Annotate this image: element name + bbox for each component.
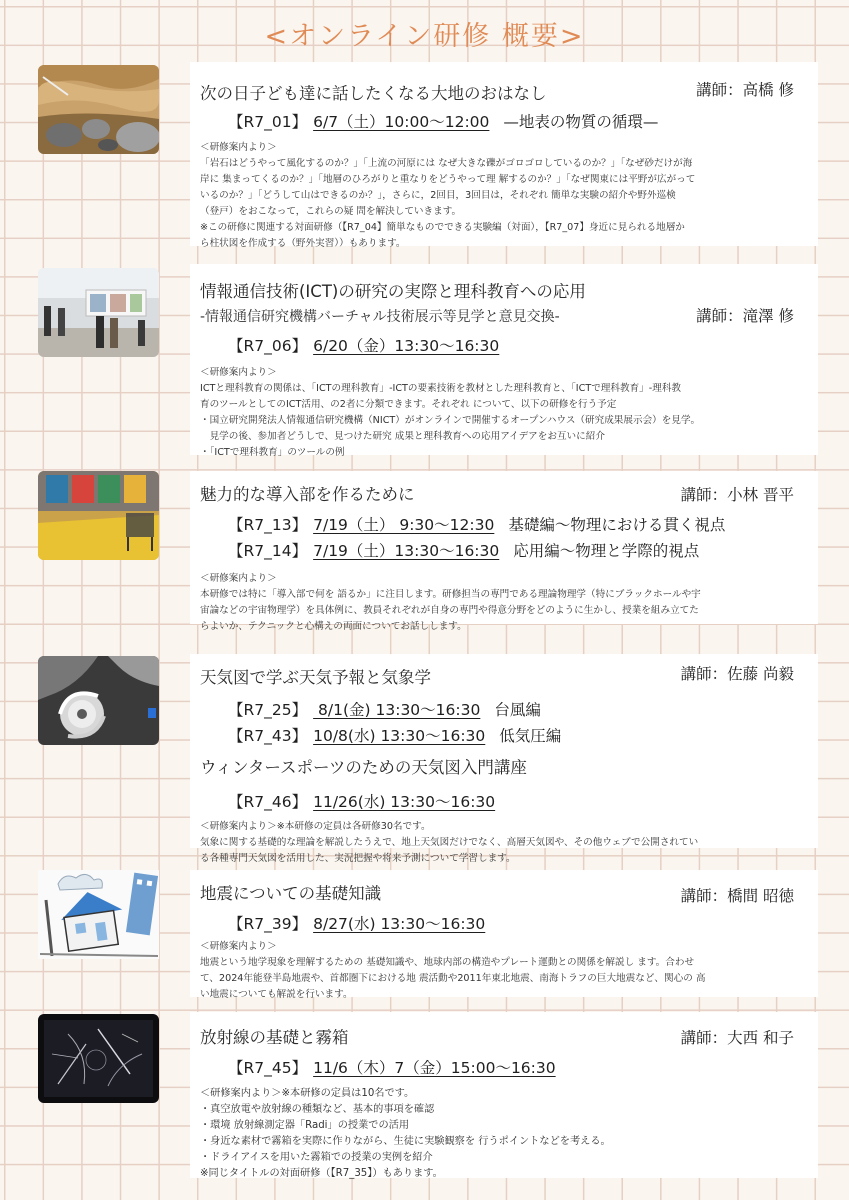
desc-line: ＜研修案内より＞ <box>200 367 277 378</box>
desc-line: ＜研修案内より＞※本研修の定員は各研修30名です。 <box>200 821 431 832</box>
desc-line: いるのか？」「どうして山はできるのか？」，さらに，2回目，3回目は，それぞれ 簡単な実験の紹介や野外巡検 <box>200 190 676 201</box>
course-description <box>200 939 810 1003</box>
lecturer: 講師：大西 和子 <box>680 1029 794 1047</box>
exhibition-hall-photo <box>38 268 159 357</box>
desc-line: ・国立研究開発法人情報通信研究機構（NICT）がオンラインで開催するオープンハウス（研究成果展示会）を見学。 <box>200 415 701 426</box>
session-code: 【R7_25】 <box>228 701 308 719</box>
session <box>228 539 810 561</box>
desc-line: ・ドライアイスを用いた霧箱での授業の実例を紹介 <box>200 1152 433 1163</box>
course-title: 天気図で学ぶ天気予報と気象学 <box>200 668 431 687</box>
course-description <box>200 140 810 252</box>
session-date: 11/6（木）7（金）15:00〜16:30 <box>313 1059 556 1077</box>
desc-line: ら柱状図を作成する（野外実習））もあります。 <box>200 238 406 249</box>
session-code: 【R7_46】 <box>228 793 308 811</box>
session <box>228 110 810 132</box>
lecturer: 講師：滝澤 修 <box>696 307 794 325</box>
session <box>228 912 810 934</box>
session-code: 【R7_45】 <box>228 1059 308 1077</box>
typhoon-satellite-photo <box>38 656 159 745</box>
course-title-2: ウィンタースポーツのための天気図入門講座 <box>200 758 527 777</box>
rock-strata-photo <box>38 65 159 154</box>
session-date: 10/8(水) 13:30〜16:30 <box>313 727 486 745</box>
desc-line: ・真空放電や放射線の種類など、基本的事項を確認 <box>200 1104 435 1115</box>
desc-line: ＜研修案内より＞ <box>200 941 277 952</box>
session-date: 7/19（土） 9:30〜12:30 <box>313 516 495 534</box>
desc-line: （登戸）をおこなって，これらの疑 問を解決していきます。 <box>200 206 462 217</box>
course-description <box>200 365 810 461</box>
desc-line: 気象に関する基礎的な理論を解説したうえで、地上天気図だけでなく、高層天気図や、その他ウェブで公開されてい <box>200 837 699 848</box>
session-date: 8/1(金) 13:30〜16:30 <box>313 701 481 719</box>
course-description <box>200 1086 810 1182</box>
session <box>228 513 810 535</box>
course-card-5 <box>190 870 818 1000</box>
course-description <box>200 819 810 867</box>
desc-line: ICTと理科教育の関係は、「ICTの理科教育」-ICTの要素技術を教材とした理科教育と、「ICTで理科教育」-理科教 <box>200 383 682 394</box>
page-title: <オンライン研修 概要> <box>264 21 585 52</box>
lecturer: 講師：橋間 昭徳 <box>680 887 794 905</box>
session-date: 8/27(水) 13:30〜16:30 <box>313 915 486 933</box>
desc-line: ＜研修案内より＞※本研修の定員は10名です。 <box>200 1088 415 1099</box>
session-code: 【R7_39】 <box>228 915 308 933</box>
session-date: 6/20（金）13:30〜16:30 <box>313 337 500 355</box>
course-card-4 <box>190 654 818 864</box>
course-card-1 <box>190 62 818 249</box>
session <box>228 698 810 720</box>
session-topic: 低気圧編 <box>499 727 562 745</box>
desc-line: ※同じタイトルの対面研修（【R7_35】）もあります。 <box>200 1168 443 1179</box>
session <box>228 724 810 746</box>
lecturer: 講師：高橋 修 <box>696 81 794 99</box>
course-title: 魅力的な導入部を作るために <box>200 485 415 504</box>
session-code: 【R7_01】 <box>228 113 308 131</box>
desc-line: ・「ICTで理科教育」のツールの例 <box>200 447 345 458</box>
desc-line: 岸に 集まってくるのか？」「地層のひろがりと重なりをどうやって理 解するのか？」「なぜ関東には平野が広がって <box>200 174 696 185</box>
session-code: 【R7_43】 <box>228 727 308 745</box>
session <box>228 1056 810 1078</box>
earthquake-house-illustration <box>38 870 159 959</box>
session-topic: —地表の物質の循環— <box>503 113 659 131</box>
session-topic: 台風編 <box>494 701 541 719</box>
desc-line: て、2024年能登半島地震や、首都圏下における地 震活動や2011年東北地震、南海トラフの巨大地震など、関心の 高 <box>200 973 706 984</box>
lecturer: 講師：小林 晋平 <box>680 486 794 504</box>
session-date: 7/19（土）13:30〜16:30 <box>313 542 500 560</box>
desc-line: らよいか、テクニックと心構えの両面についてお話しします。 <box>200 621 467 632</box>
session-date: 11/26(水) 13:30〜16:30 <box>313 793 496 811</box>
desc-line: ＜研修案内より＞ <box>200 142 277 153</box>
course-description <box>200 571 810 635</box>
desc-line: 見学の後、参加者どうしで、見つけた研究 成果と理科教育への応用アイデアをお互いに紹介 <box>200 431 605 442</box>
desc-line: 育のツールとしてのICT活用、の2者に分類できます。それぞれ について、以下の研修を行う予定 <box>200 399 617 410</box>
desc-line: 本研修では特に「導入部で何を 語るか」に注目します。研修担当の専門である理論物理学（特にブラックホールや宇 <box>200 589 701 600</box>
classroom-photo <box>38 471 159 560</box>
desc-line: 宙論などの宇宙物理学）を具体例に、教員それぞれが自身の専門や得意分野をどのように生かし、授業を組み立てた <box>200 605 699 616</box>
desc-line: ・環境 放射線測定器「Radi」の授業での活用 <box>200 1120 410 1131</box>
desc-line: 地震という地学現象を理解するための 基礎知識や、地球内部の構造やプレート運動との関係を解説し ます。合わせ <box>200 957 695 968</box>
session-code: 【R7_14】 <box>228 542 308 560</box>
course-card-3 <box>190 471 818 632</box>
course-card-2 <box>190 264 818 458</box>
desc-line: る各種専門天気図を活用した、実況把握や将来予測について学習します。 <box>200 853 516 864</box>
session-code: 【R7_13】 <box>228 516 308 534</box>
session-date: 6/7（土）10:00〜12:00 <box>313 113 490 131</box>
desc-line: ＜研修案内より＞ <box>200 573 277 584</box>
course-title: 次の日子ども達に話したくなる大地のおはなし <box>200 84 547 103</box>
desc-line: い地震についても解説を行います。 <box>200 989 353 1000</box>
desc-line: ・身近な素材で霧箱を実際に作りながら、生徒に実験観察を 行うポイントなどを考える。 <box>200 1136 611 1147</box>
session <box>228 790 810 812</box>
course-card-6 <box>190 1012 818 1178</box>
session <box>228 334 810 356</box>
course-title: 地震についての基礎知識 <box>200 884 382 903</box>
course-subtitle: -情報通信研究機構バーチャル技術展示等見学と意見交換- <box>200 309 560 325</box>
session-topic: 基礎編〜物理における貫く視点 <box>508 516 726 534</box>
session-topic: 応用編〜物理と学際的視点 <box>513 542 700 560</box>
course-title: 情報通信技術(ICT)の研究の実際と理科教育への応用 <box>200 282 586 301</box>
desc-line: 「岩石はどうやって風化するのか？」「上流の河原には なぜ大きな礫がゴロゴロしているのか？」「なぜ砂だけが海 <box>200 158 693 169</box>
cloud-chamber-photo <box>38 1014 159 1103</box>
session-code: 【R7_06】 <box>228 337 308 355</box>
lecturer: 講師：佐藤 尚毅 <box>680 665 794 683</box>
course-title: 放射線の基礎と霧箱 <box>200 1028 349 1047</box>
desc-line: ※この研修に関連する対面研修（【R7_04】簡単なものでできる実験編（対面），【R7_07】身近に見られる地層か <box>200 222 685 233</box>
